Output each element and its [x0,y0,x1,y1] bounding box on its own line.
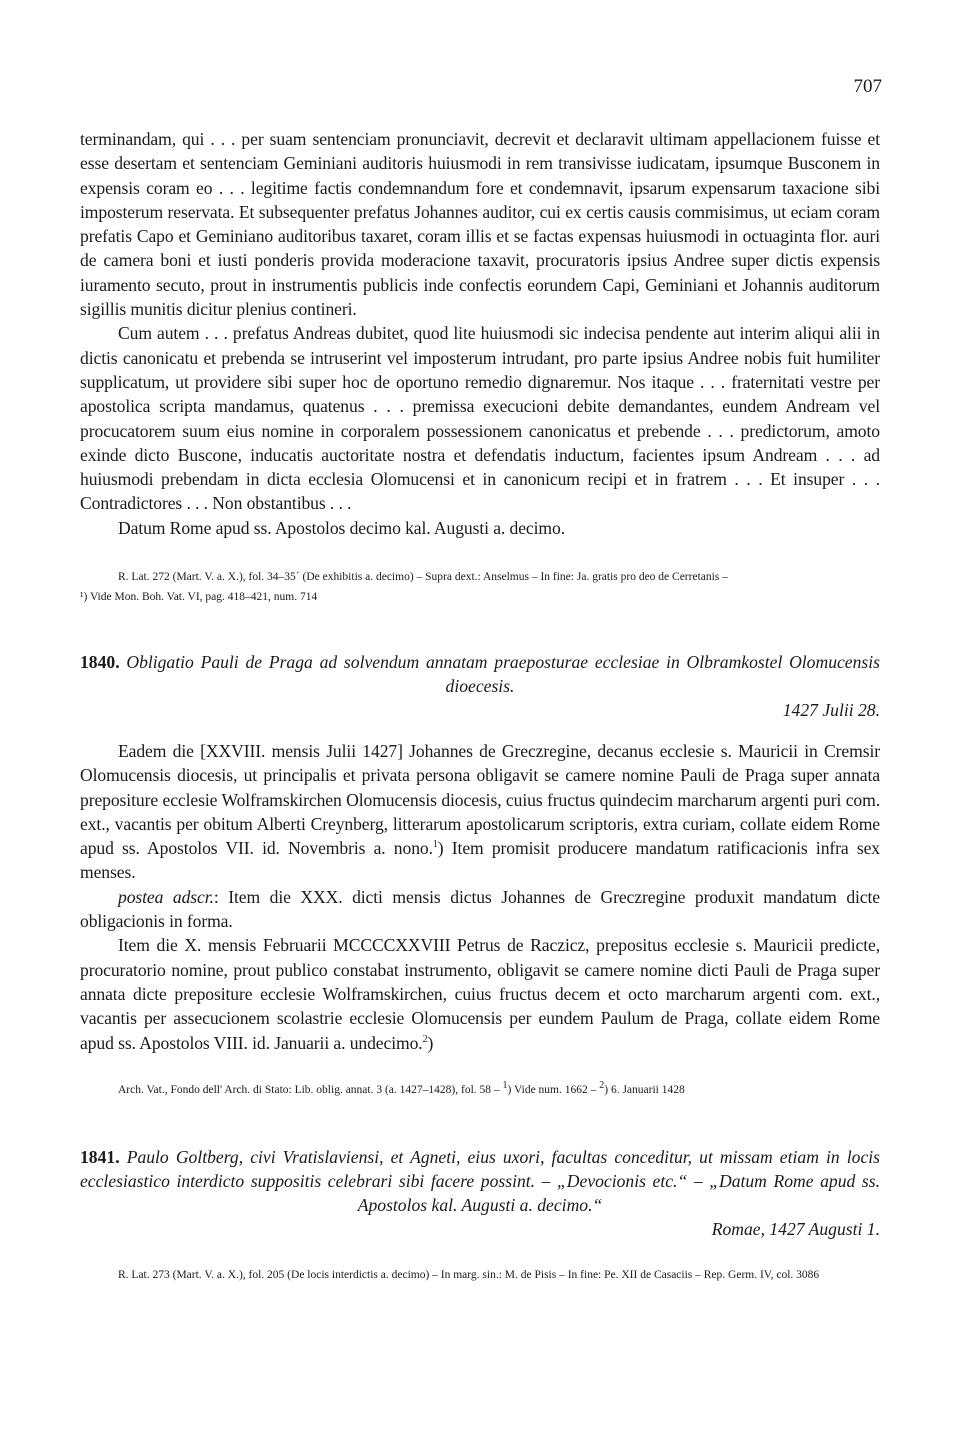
paragraph: Item die X. mensis Februarii MCCCCXXVIII Petrus de Raczicz, prepositus ecclesie s. Mauricii predicte, procuratorio nomine, prout publico constabat instrumento, obligavit se camere nomine dicti Pauli de Praga super annata dicte prepositure ecclesie Wolframskirchen, cuius fructus decem et octo marcharum argenti com. ext., vacantis per assecucionem scolastrie ecclesie Olomucensis per eundem Paulum de Praga, collate eidem Rome apud ss. Apostolos VIII. id. Januarii a. undecimo.$^2$) [80,935,880,1053]
entry-1840-body [80,739,880,1055]
entry-title: Paulo Goltberg, civi Vratislaviensi, et Agneti, eius uxori, facultas conceditur, ut missam etiam in locis ecclesiastico interdicto suppositis celebrari sibi facere possint. – „Devocionis etc.“ – „Datum Rome apud ss. Apostolos kal. Augusti a. decimo.“ [80,1147,880,1215]
entry-title: Obligatio Pauli de Praga ad solvendum annatam praeposturae ecclesiae in Olbramkostel Olomucensis dioecesis. [126,652,880,696]
entry-heading [80,650,880,698]
source-note [80,567,880,607]
dating-clause: Datum Rome apud ss. Apostolos decimo kal. Augusti a. decimo. [118,517,565,538]
entry-1841-heading [80,1145,880,1241]
footnote: ¹) Vide Mon. Boh. Vat. VI, pag. 418–421, num. 714 [80,591,318,603]
entry-date: 1427 Julii 28. [782,700,880,720]
marginal-label: postea adscr. [118,886,214,907]
source-citation: Arch. Vat., Fondo dell' Arch. di Stato: Lib. oblig. annat. 3 (a. 1427–1428), fol. 58 – $^1$) Vide num. 1662 – $^2$) 6. Januarii 1428 [118,1080,685,1096]
paragraph: postea adscr.: Item die XXX. dicti mensis dictus Johannes de Greczregine produxit mandatum dicte obligacionis in forma. [80,886,881,932]
source-citation: R. Lat. 272 (Mart. V. a. X.), fol. 34–35´ (De exhibitis a. decimo) – Supra dext.: Anselmus – In fine: Ja. gratis pro deo de Cerretanis – [118,571,728,583]
entry-date: Romae, 1427 Augusti 1. [711,1219,880,1239]
page-number: 707 [853,76,882,97]
entry-number: 1841. [80,1147,120,1167]
footnote-ref: 2 [422,1033,428,1045]
entry-1841-source [80,1265,880,1285]
continuation-text [80,127,880,540]
entry-heading [80,1145,880,1217]
source-citation: R. Lat. 273 (Mart. V. a. X.), fol. 205 (De locis interdictis a. decimo) – In marg. sin.: M. de Pisis – In fine: Pe. XII de Casaciis – Rep. Germ. IV, col. 3086 [118,1269,820,1281]
entry-1840-heading [80,650,880,722]
paragraph: Eadem die [XXVIII. mensis Julii 1427] Johannes de Greczregine, decanus ecclesie s. Mauricii in Cremsir Olomucensis diocesis, ut principalis et privata persona obligavit se camere nomine Pauli de Praga super annata prepositure ecclesie Wolframskirchen Olomucensis diocesis, cuius fructus quindecim marcharum argenti puri com. ext., vacantis per obitum Alberti Creynberg, litterarum apostolicarum scriptoris, extra curiam, collate eidem Rome apud ss. Apostolos VII. id. Novembris a. nono.$^1$) Item promisit producere mandatum ratificacionis infra sex menses. [80,741,880,883]
paragraph: terminandam, qui . . . per suam sentenciam pronunciavit, decrevit et declaravit ultimam appellacionem fuisse et esse desertam et sentenciam Geminiani auditoris huiusmodi in rem transivisse iudicatam, ipsumque Busconem in expensis coram eo . . . legitime factis condemnandum fore et condemnavit, ipsarum expensarum taxacione sibi imposterum reservata. Et subsequenter prefatus Johannes auditor, cui ex certis causis commisimus, ut eciam coram prefatis Capo et Geminiano auditoribus taxaret, coram illis et se factas expensas huiusmodi in octuaginta flor. auri de camera boni et iusti ponderis provida moderacione taxavit, procuratoris ipsius Andree super dictis expensis iuramento secuto, prout in instrumentis publicis inde confectis eorundem Capi, Geminiani et Johannis auditorum sigillis munitis dicitur plenius contineri. [80,129,880,320]
footnote-ref: 1 [432,839,438,851]
entry-1840-source [80,1080,880,1100]
entry-number: 1840. [80,652,120,672]
paragraph: Cum autem . . . prefatus Andreas dubitet, quod lite huiusmodi sic indecisa pendente aut interim aliqui alii in dictis canonicatu et prebenda se intruserint vel imposterum intrudant, pro parte ipsius Andree nobis fuit humiliter supplicatum, ut providere sibi super hoc de oportuno remedio dignaremur. Nos itaque . . . fraternitati vestre per apostolica scripta mandamus, quatenus . . . premissa execucioni debite demandantes, eundem Andream vel procucatorem suum eius nomine in corporalem possessionem canonicatus et prebende . . . predictorum, amoto exinde dicto Buscone, inducatis auctoritate nostra et defendatis inductum, facientes ipsum Andream . . . ad huiusmodi prebendam in dicta ecclesia Olomucensi et in canonicum recipi et in fratrem . . . Et insuper . . . Contradictores . . . Non obstantibus . . . [80,323,880,514]
